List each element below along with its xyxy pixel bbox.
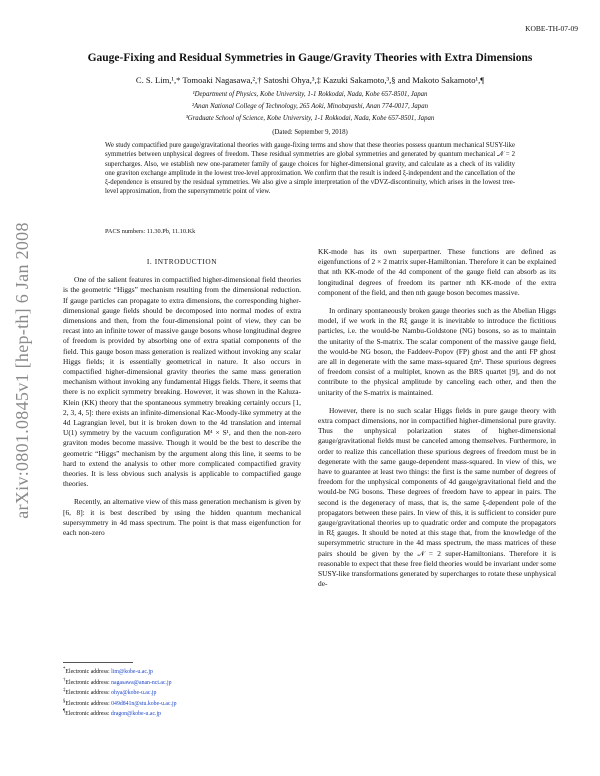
footnote: [63, 687, 301, 698]
footnote: [63, 666, 301, 677]
footnote: [63, 677, 301, 688]
footnote-label: Electronic address:: [65, 710, 111, 717]
affiliation: ¹Department of Physics, Kobe University, 1-1 Rokkodai, Nada, Kobe 657-8501, Japan: [192, 91, 428, 98]
paragraph: One of the salient features in compactified higher-dimensional field theories is the geometric “Higgs” mechanism resulting from the dimensional reduction. If gauge particles can propagate to extra dimensions, the corresponding higher-dimensional gauge fields should be decomposed into normal modes of extra dimensions and then, from the four-dimensional point of view, they can be recast into an infinite tower of massive gauge bosons whose longitudinal degree of freedom is provided by absorbing one of extra spatial components of the field. This gauge boson mass generation is realized without invoking any scalar Higgs fields; it is essentially geometrical in nature. It also occurs in compactified higher-dimensional gravity theories the same mass generation mechanism without invoking any fundamental Higgs fields. There, it seems that there is no explicit symmetry breaking. However, it was shown in the Kaluza-Klein (KK) theory that the spontaneous symmetry breaking certainly occurs [1, 2, 3, 4, 5]: there exists an infinite-dimensional Kac-Moody-like symmetry at the 4d Lagrangian level, but it is broken down to the 4d translation and internal U(1) symmetry by the vacuum configuration M⁴ × S¹, and then the non-zero graviton modes become massive. Though it would be the best to describe the geometric “Higgs” mechanism by the argument along this line, it seems to be hard to extend the analysis to other more complicated compactified gravity theories. It is less obvious such analysis is applicable to compactified gauge theories.: [63, 275, 301, 489]
paragraph: KK-mode has its own superpartner. These functions are defined as eigenfunctions of 2 × 2 matrix super-Hamiltonian. Therefore it can be explained that nth KK-mode of the 4d component of the gauge field can absorb as its longitudinal degrees of freedom its partner nth KK-mode of the extra component of the field, and then nth gauge boson becomes massive.: [318, 247, 556, 297]
paragraph: Recently, an alternative view of this mass generation mechanism is given by [6, 8]: it is best described by using the hidden quantum mechanical supersymmetry in 4d mass spectrum. The point is that mass eigenfunction for each non-zero: [63, 497, 301, 538]
footnote-mark: †: [63, 677, 66, 683]
section-heading: I. INTRODUCTION: [146, 257, 218, 266]
footnote-label: Electronic address:: [65, 700, 112, 707]
date-line: (Dated: September 9, 2018): [272, 129, 348, 136]
affiliation: ³Graduate School of Science, Kobe University, 1-1 Rokkodai, Nada, Kobe 657-8501, Japan: [185, 115, 435, 122]
email-link[interactable]: ohya@kobe-u.ac.jp: [111, 689, 157, 696]
right-column: [318, 247, 556, 598]
footnote-mark: *: [63, 667, 66, 672]
footnote-label: Electronic address:: [65, 679, 112, 686]
footnote-rule: [63, 662, 133, 663]
footnote: [63, 708, 301, 719]
footnote-mark: ¶: [63, 709, 66, 715]
footnote-mark: §: [63, 698, 66, 704]
left-column: [63, 257, 301, 546]
arxiv-stamp: arXiv:0801.0845v1 [hep-th] 6 Jan 2008: [12, 222, 32, 519]
email-link[interactable]: lim@kobe-u.ac.jp: [111, 668, 153, 675]
email-link[interactable]: 049d841n@stu.kobe-u.ac.jp: [111, 700, 177, 707]
email-link[interactable]: nagasawa@anan-nct.ac.jp: [111, 679, 172, 686]
paper-title: Gauge-Fixing and Residual Symmetries in Gauge/Gravity Theories with Extra Dimensions: [87, 52, 533, 64]
footnote-mark: ‡: [63, 688, 66, 694]
footnote-label: Electronic address:: [65, 689, 112, 696]
author-list: C. S. Lim,¹,* Tomoaki Nagasawa,²,† Satoshi Ohya,³,‡ Kazuki Sakamoto,³,§ and Makoto Sakamoto¹,¶: [135, 75, 485, 85]
abstract: We study compactified pure gauge/gravitational theories with gauge-fixing terms and show that these theories possess quantum mechanical SUSY-like symmetries between unphysical degrees of freedom. These residual symmetries are global symmetries and generated by quantum mechanical 𝒩 = 2 supercharges. Also, we establish new one-parameter family of gauge choices for higher-dimensional gravity, and calculate as a check of its validity one graviton exchange amplitude in the lowest tree-level approximation. We confirm that the result is indeed ξ-independent and the cancellation of the ξ-dependence is ensured by the residual symmetries. We also give a simple interpretation of the vDVZ-discontinuity, which arises in the lowest tree-level approximation, from the supersymmetric point of view.: [105, 142, 515, 196]
email-link[interactable]: dragon@kobe-u.ac.jp: [110, 710, 162, 717]
footnotes: [63, 666, 301, 719]
footnote: [63, 698, 301, 709]
paragraph: In ordinary spontaneously broken gauge theories such as the Abelian Higgs model, if we work in the Rξ gauge it is inevitable to introduce the fictitious particles, i.e. the would-be Nambu-Goldstone (NG) bosons, so as to maintain the unitarity of the S-matrix. The scalar component of the massive gauge field, the would-be NG boson, the Faddeev-Popov (FP) ghost and the anti FP ghost are all in degenerate with the same mass-squared ξm². These spurious degrees of freedom consist of a multiplet, known as the BRS quartet [9], and do not contribute to the physical amplitude by canceling each other, and then the unitarity of the S-matrix is maintained.: [318, 306, 556, 397]
pacs-numbers: PACS numbers: 11.30.Pb, 11.10.Kk: [105, 228, 196, 235]
affiliation: ²Anan National College of Technology, 265 Aoki, Minobayashi, Anan 774-0017, Japan: [191, 103, 428, 110]
paragraph: However, there is no such scalar Higgs fields in pure gauge theory with extra compact dimensions, nor in compactified higher-dimensional pure gravity. Thus the unphysical polarization states of higher-dimensional gauge/gravitational fields must be canceled among themselves. Furthermore, in order to realize this cancellation these spurious degrees of freedom must be in degenerate with the same gauge-dependent mass-squared. In view of this, we have to guarantee at least two things: the first is the same number of degrees of freedom for the unphysical components of 4d gauge/gravitational field and the would-be NG bosons. These degrees of freedom have to appear in pairs. The second is the degeneracy of mass, that is, the same ξ-dependent pole of the propagators between these pairs. In view of this, it is sufficient to consider pure gauge/gravitational theories up to quadratic order and compute the propagators in Rξ gauges. It should be noted at this stage that, from the knowledge of the supersymmetric structure in the 4d mass spectrum, the mass matrices of these pairs should be given by the 𝒩 = 2 super-Hamiltonians. Therefore it is reasonable to expect that these free field theories would be invariant under some SUSY-like transformations generated by supercharges to rotate these unphysical de-: [318, 405, 556, 589]
report-number: KOBE-TH-07-09: [525, 24, 578, 33]
footnote-label: Electronic address:: [65, 668, 112, 675]
